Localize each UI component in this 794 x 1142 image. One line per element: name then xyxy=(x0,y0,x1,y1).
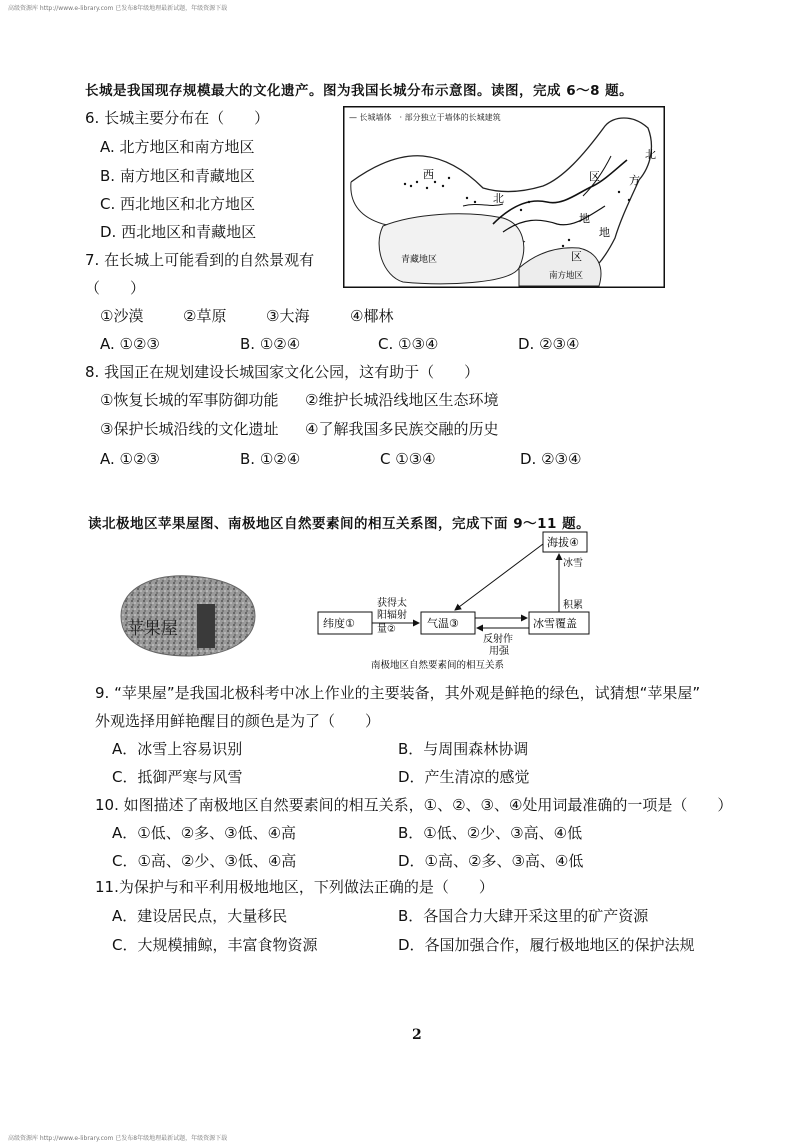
label-qu1: 区 xyxy=(589,170,600,183)
scan-header-note: 高级资源库 http://www.e-library.com 已发布8年级地理最新试题，年级资源下载 xyxy=(8,5,228,12)
q10-option-d: D．①高、②多、③高、④低 xyxy=(398,852,584,870)
q7-option-a: A. ①②③ xyxy=(100,335,160,353)
q6-option-b: B. 南方地区和青藏地区 xyxy=(100,167,255,185)
q11-option-a: A．建设居民点，大量移民 xyxy=(112,907,288,925)
label-nanfang: 南方地区 xyxy=(549,271,584,281)
label-solar-2: 阳辐射 xyxy=(377,610,407,621)
apple-house-body xyxy=(121,576,255,656)
q11-option-b: B．各国合力大肆开采这里的矿产资源 xyxy=(398,907,649,925)
label-qu2: 区 xyxy=(571,250,582,263)
q6-option-c: C. 西北地区和北方地区 xyxy=(100,195,256,213)
box-altitude-text: 海拔④ xyxy=(547,536,579,549)
q9-stem-1: 9. “苹果屋”是我国北极科考中冰上作业的主要装备，其外观是鲜艳的绿色，试猜想“苹果屋” xyxy=(95,684,701,702)
q6-option-d: D. 西北地区和青藏地区 xyxy=(100,223,257,241)
q11-option-d: D．各国加强合作，履行极地地区的保护法规 xyxy=(398,936,695,954)
label-fang: 方 xyxy=(629,174,640,187)
apple-house-label: 苹果屋 xyxy=(127,619,178,639)
label-di: 地 xyxy=(579,212,590,225)
q10-option-c: C．①高、②少、③低、④高 xyxy=(112,852,297,870)
q8-option-b: B. ①②④ xyxy=(240,450,301,468)
section2-intro: 读北极地区苹果屋图、南极地区自然要素间的相互关系图，完成下面 9～11 题。 xyxy=(88,516,591,532)
arrow-alt-temp xyxy=(455,544,543,610)
q10-stem: 10. 如图描述了南极地区自然要素间的相互关系，①、②、③、④处用词最准确的一项是（ ） xyxy=(95,796,733,814)
box-latitude-text: 纬度① xyxy=(323,617,355,630)
q10-option-b: B．①低、②少、③高、④低 xyxy=(398,824,583,842)
q7-option-c: C. ①③④ xyxy=(378,335,439,353)
scan-footer-note: 高级资源库 http://www.e-library.com 已发布8年级地理最新试题，年级资源下载 xyxy=(8,1135,228,1142)
box-temperature-text: 气温③ xyxy=(427,617,459,630)
q8-item-2: ②维护长城沿线地区生态环境 xyxy=(305,391,499,409)
apple-house-photo xyxy=(113,570,263,660)
q9-option-a: A．冰雪上容易识别 xyxy=(112,740,243,758)
q7-option-b: B. ①②④ xyxy=(240,335,301,353)
antarctic-relation-diagram xyxy=(313,528,598,673)
label-reflect-1: 反射作 xyxy=(483,634,513,645)
label-solar-3: 量② xyxy=(377,624,396,635)
q8-option-a: A. ①②③ xyxy=(100,450,160,468)
label-solar-1: 获得太 xyxy=(377,598,407,609)
q7-item-3: ③大海 xyxy=(266,307,310,325)
q7-option-d: D. ②③④ xyxy=(518,335,580,353)
q9-stem-2: 外观选择用鲜艳醒目的颜色是为了（ ） xyxy=(95,712,381,730)
q11-stem: 11.为保护与和平利用极地地区，下列做法正确的是（ ） xyxy=(95,878,494,896)
q9-option-b: B．与周围森林协调 xyxy=(398,740,529,758)
q8-stem: 8. 我国正在规划建设长城国家文化公园，这有助于（ ） xyxy=(85,363,480,381)
q7-stem: 7. 在长城上可能看到的自然景观有 xyxy=(85,251,315,269)
q7-item-1: ①沙漠 xyxy=(100,307,144,325)
label-reflect-2: 用强 xyxy=(489,646,509,657)
label-qingzang: 青藏地区 xyxy=(401,255,438,265)
page-number: 2 xyxy=(412,1027,422,1043)
q8-item-3: ③保护长城沿线的文化遗址 xyxy=(100,420,279,438)
q9-option-d: D．产生清凉的感觉 xyxy=(398,768,530,786)
diagram-caption: 南极地区自然要素间的相互关系 xyxy=(371,660,505,671)
map-legend: — 长城墙体 · 部分独立于墙体的长城建筑 xyxy=(349,113,501,122)
q6-option-a: A. 北方地区和南方地区 xyxy=(100,138,255,156)
label-bei2: 北 xyxy=(645,148,656,161)
apple-house-door xyxy=(197,604,215,648)
q6-stem: 6. 长城主要分布在（ ） xyxy=(85,109,270,127)
label-xi: 西 xyxy=(423,168,434,181)
q8-option-c: C ①③④ xyxy=(380,450,436,468)
q7-item-4: ④椰林 xyxy=(350,307,394,325)
q8-item-1: ①恢复长城的军事防御功能 xyxy=(100,391,279,409)
q10-option-a: A．①低、②多、③低、④高 xyxy=(112,824,297,842)
label-di2: 地 xyxy=(599,226,610,239)
label-accum: 积累 xyxy=(563,600,583,611)
great-wall-map xyxy=(343,106,665,288)
qingzang-region xyxy=(379,214,524,284)
q8-option-d: D. ②③④ xyxy=(520,450,582,468)
q7-stem-cont: （ ） xyxy=(85,279,146,297)
q11-option-c: C．大规模捕鲸，丰富食物资源 xyxy=(112,936,318,954)
q8-item-4: ④了解我国多民族交融的历史 xyxy=(305,420,499,438)
section1-intro: 长城是我国现存规模最大的文化遗产。图为我国长城分布示意图。读图，完成 6～8 题。 xyxy=(85,83,634,99)
q9-option-c: C．抵御严寒与风雪 xyxy=(112,768,243,786)
box-ice-text: 冰雪覆盖 xyxy=(533,617,577,630)
q7-item-2: ②草原 xyxy=(183,307,227,325)
label-bei1: 北 xyxy=(493,192,504,205)
label-icesnow: 冰雪 xyxy=(563,558,583,569)
